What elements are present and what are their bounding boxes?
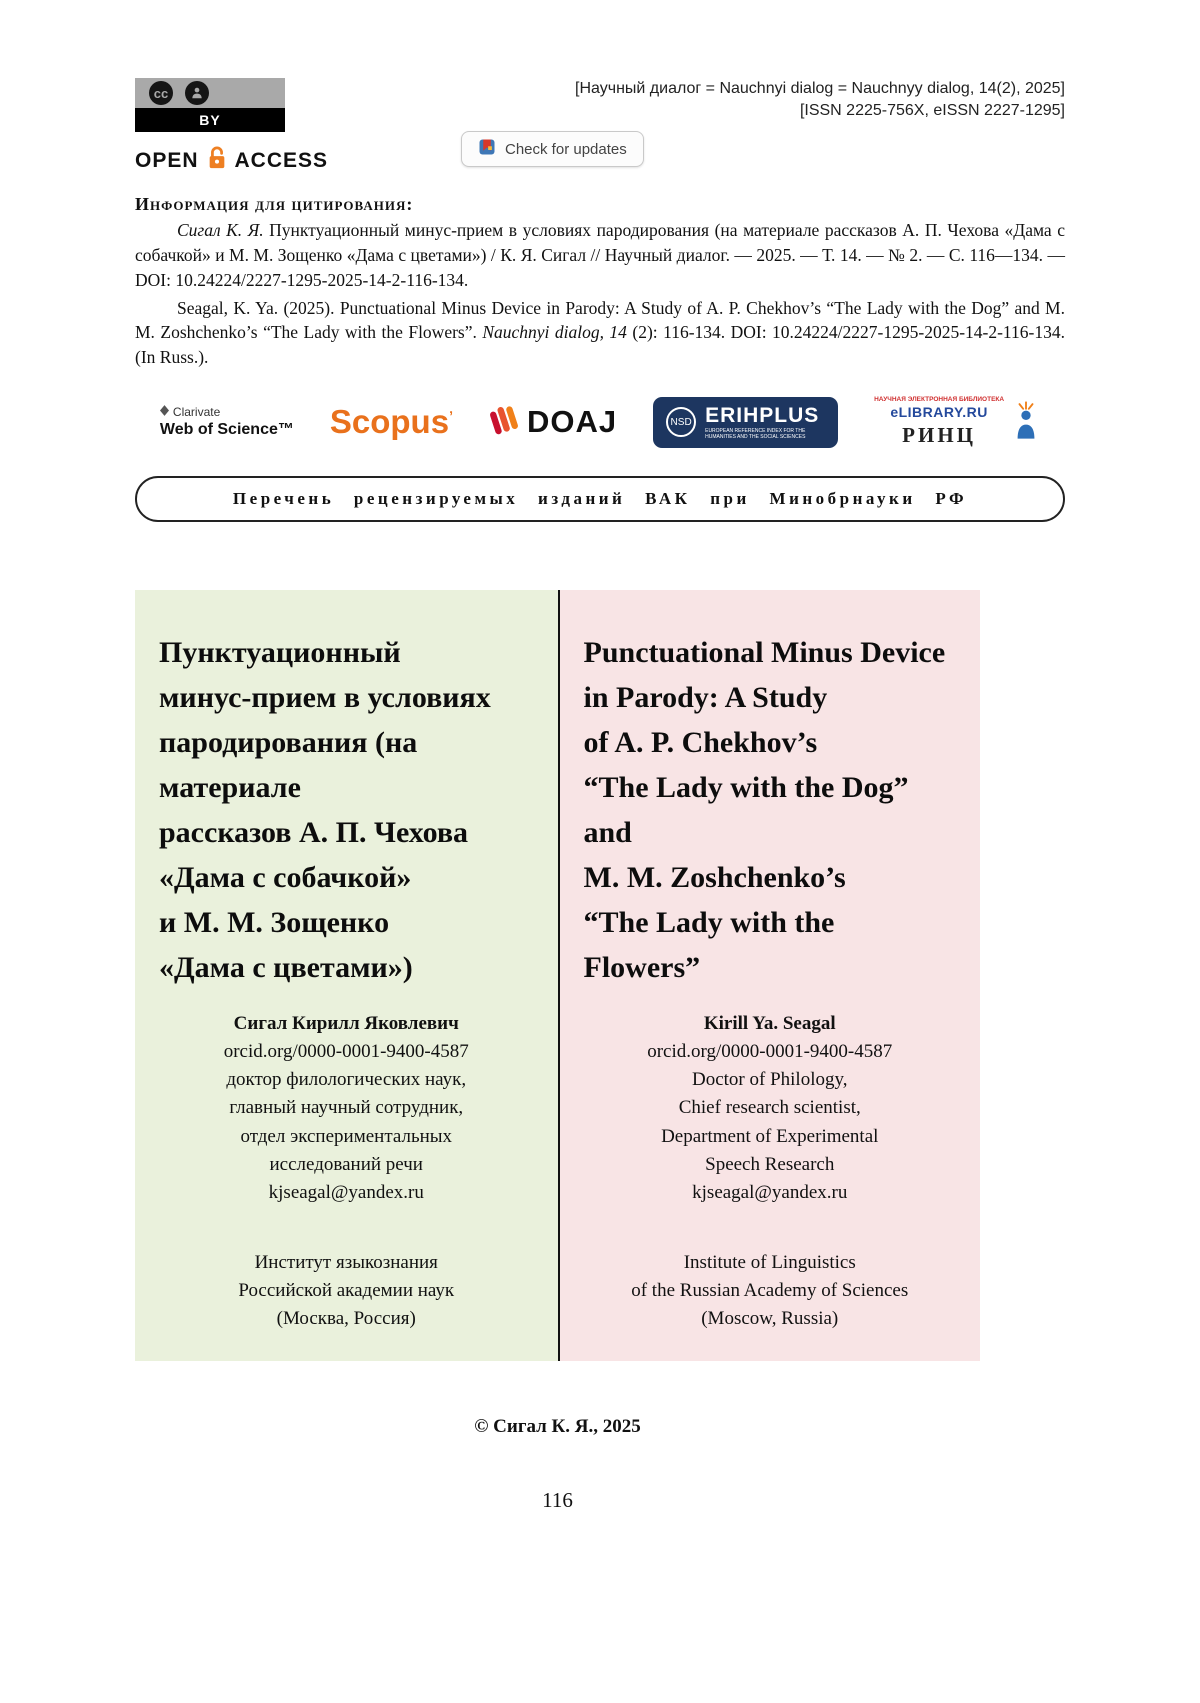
copyright-line: © Сигал К. Я., 2025 [474,1416,641,1438]
license-badges [135,78,328,178]
rinc-label: РИНЦ [902,423,977,448]
crossmark-icon [478,138,496,160]
doaj-label: DOAJ [526,404,618,440]
elibrary-rinc-logo[interactable] [874,396,1040,448]
erih-plus-logo[interactable] [653,397,838,448]
journal-reference-lines [455,78,1065,121]
journal-title-line: [Научный диалог = Nauchnyi dialog = Nauchnyy dialog, 14(2), 2025] [575,80,1065,97]
citation-en-start: Seagal, K. Ya. (2025). Punctuational Minus Device in Parody: A Study of A. P. Chekhov’s “The Lady with the Dog” and M. M. Zoshchenko’s “The Lady with the Flowers”. [135,297,1065,343]
erih-plus-label: ERIHPLUS [705,403,820,427]
author-email-en[interactable]: kjseagal@yandex.ru [692,1181,848,1203]
author-block-en [584,1010,957,1207]
open-access-logo [135,142,328,178]
author-block-ru [159,1010,534,1207]
title-wrap-ru [159,630,534,998]
elibrary-label: eLIBRARY.RU [890,404,988,421]
author-name-en: Kirill Ya. Seagal [703,1013,836,1035]
author-roles-ru: доктор филологических наук, главный научный сотрудник, отдел экспериментальных исследований речи [226,1069,467,1175]
check-for-updates-button[interactable] [461,131,644,167]
affiliation-en: Institute of Linguistics of the Russian Academy of Sciences (Moscow, Russia) [631,1251,909,1330]
citation-english [135,296,1065,371]
page-content [135,78,1065,1513]
title-author-block [135,590,980,1361]
citation-ru-author: Сигал К. Я. [177,220,264,240]
russian-column [135,590,558,1361]
citation-info-heading: Информация для цитирования: [135,194,414,214]
open-access-open-text: OPEN [135,149,199,172]
cc-icon: cc [149,81,173,105]
orcid-link-en[interactable]: orcid.org/0000-0001-9400-4587 [647,1041,893,1063]
citation-en-journal: Nauchnyi dialog, 14 [482,322,627,343]
title-wrap-en [584,630,957,998]
doaj-leaf-icon [489,404,521,441]
nsd-circle-icon: NSD [666,407,696,437]
cc-badge-top [135,78,285,108]
erih-text-column [705,404,825,441]
scopus-logo[interactable] [330,403,453,441]
vak-banner: Перечень рецензируемых изданий ВАК при Минобрнауки РФ [135,476,1065,522]
citation-ru-text: Пунктуационный минус-прием в условиях пародирования (на материале рассказов А. П. Чехова «Дама с собачкой» и М. М. Зощенко «Дама с цветами») / К. Я. Сигал // Научный диалог. — 2025. — Т. 14. — № 2. — С. 116—134. — DOI: 10.24224/2227-1295-2025-14-2-116-134. [135,220,1065,290]
author-name-ru: Сигал Кирилл Яковлевич [233,1013,459,1035]
author-roles-en: Doctor of Philology, Chief research scientist, Department of Experimental Speech Research [661,1069,879,1175]
journal-reference-block [455,78,1065,167]
erih-plus-subtitle: EUROPEAN REFERENCE INDEX FOR THE HUMANITIES AND THE SOCIAL SCIENCES [705,427,806,441]
article-title-ru: Пунктуационный минус-прием в условиях пародирования (на материале рассказов А. П. Чехова «Дама с собачкой» и М. М. Зощенко «Дама с цветами») [159,636,491,985]
clarivate-brand [160,405,294,419]
open-access-access-text: ACCESS [234,149,329,172]
page-number: 116 [542,1488,573,1513]
cc-by-license-badge[interactable] [135,78,285,132]
rinc-person-icon [1012,399,1040,446]
open-lock-icon [206,144,228,178]
scopus-label: Scopus [329,403,450,441]
web-of-science-label: Web of Science™ [159,421,294,439]
clarivate-brand-text: Clarivate [172,405,221,420]
cc-by-label: BY [135,108,285,132]
issn-line: [ISSN 2225-756X, eISSN 2227-1295] [799,101,1065,119]
clarivate-icon [160,405,169,419]
header-row [135,78,1065,178]
indexing-logos-row [135,386,1065,458]
elibrary-caption: НАУЧНАЯ ЭЛЕКТРОННАЯ БИБЛИОТЕКА [874,396,1005,403]
affiliation-ru: Институт языкознания Российской академии наук (Москва, Россия) [238,1251,455,1330]
scopus-mark: ʼ [449,408,453,425]
elibrary-text-block [874,396,1004,448]
doaj-logo[interactable] [489,404,617,441]
author-email-ru[interactable]: kjseagal@yandex.ru [268,1181,424,1203]
check-for-updates-label: Check for updates [505,140,627,158]
citation-russian [135,218,1065,293]
cc-person-icon [185,81,209,105]
article-title-en: Punctuational Minus Device in Parody: A Study of A. P. Chekhov’s “The Lady with the Dog” and M. M. Zoshchenko’s “The Lady with the Flowers” [583,636,946,985]
footer [135,1416,980,1513]
web-of-science-logo[interactable] [160,405,294,439]
citation-en-end: (2): 116-134. DOI: 10.24224/2227-1295-2025-14-2-116-134. (In Russ.). [135,322,1065,368]
orcid-link-ru[interactable]: orcid.org/0000-0001-9400-4587 [223,1041,469,1063]
english-column [558,590,981,1361]
